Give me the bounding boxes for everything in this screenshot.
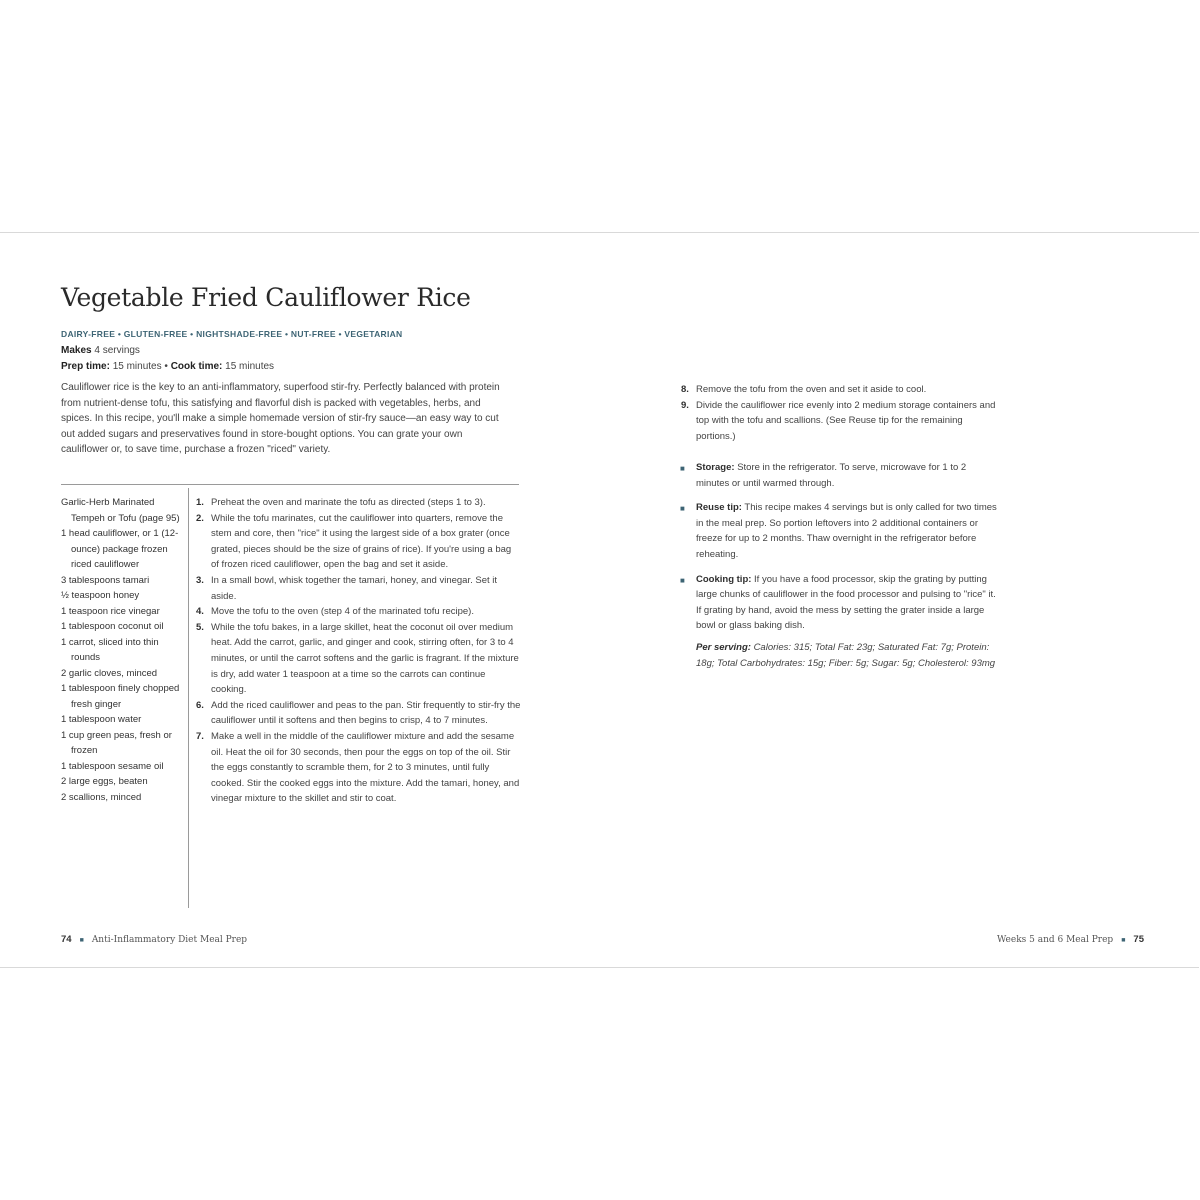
tip-label: Cooking tip: xyxy=(696,573,752,585)
square-bullet-icon: ■ xyxy=(680,504,685,514)
makes-value: 4 servings xyxy=(94,345,140,356)
square-bullet-icon: ■ xyxy=(680,464,685,473)
page-number-right: 75 xyxy=(1133,934,1144,945)
ingredient-item: Garlic-Herb Marinated Tempeh or Tofu (page 95) xyxy=(61,497,180,524)
ingredient-item: 1 tablespoon sesame oil xyxy=(61,760,164,772)
tips-list xyxy=(680,460,1002,643)
column-divider xyxy=(188,488,189,908)
step-number: 6. xyxy=(196,699,204,711)
step-number: 3. xyxy=(196,574,204,586)
step-text: While the tofu marinates, cut the cauliflower into quarters, remove the stem and core, then "rice" it using the largest side of a box grater (once grated, pieces should be the size of grains of rice). If you're using a bag of frozen riced cauliflower, open the bag and set it aside. xyxy=(211,512,512,571)
nutrition-label: Per serving: xyxy=(696,642,751,653)
step-number: 7. xyxy=(196,730,204,742)
recipe-title: Vegetable Fried Cauliflower Rice xyxy=(61,283,471,312)
time-separator: • xyxy=(164,361,168,372)
ingredient-item: 2 garlic cloves, minced xyxy=(61,667,158,679)
square-bullet-icon: ■ xyxy=(680,575,685,585)
recipe-intro: Cauliflower rice is the key to an anti-inflammatory, superfood stir-fry. Perfectly balanced with protein from nutrient-dense tofu, this satisfying and flavorful dish is packed with vegetables, herbs, and spices. In this recipe, you'll make a simple homemade version of stir-fry sauce—an easy way to cut out added sugars and preservatives found in store-bought options. You can grate your own cauliflower or, to save time, purchase a frozen "riced" variety. xyxy=(61,382,500,456)
step-number: 1. xyxy=(196,497,204,508)
prep-label: Prep time: xyxy=(61,361,110,372)
time-line xyxy=(61,361,274,372)
step-text: While the tofu bakes, in a large skillet, heat the coconut oil over medium heat. Add the carrot, garlic, and ginger and cook, stirring often, for 3 to 4 minutes, or until the carrot softens and the garlic is fragrant. If the mixture is dry, add water 1 teaspoon at a time so the carrots can continue cooking. xyxy=(211,621,519,696)
cook-label: Cook time: xyxy=(170,361,223,372)
tip-text: Store in the refrigerator. To serve, microwave for 1 to 2 minutes or until warmed through. xyxy=(696,462,967,489)
step-number: 8. xyxy=(681,384,689,395)
step-text: Preheat the oven and marinate the tofu as directed (steps 1 to 3). xyxy=(211,497,486,508)
ingredient-item: 1 teaspoon rice vinegar xyxy=(61,605,160,617)
tip-item xyxy=(680,572,1002,634)
step-item xyxy=(196,511,521,573)
ingredient-list xyxy=(61,495,181,805)
step-text: Make a well in the middle of the cauliflower mixture and add the sesame oil. Heat the oil for 30 seconds, then pour the eggs on top of the oil. Stir the eggs constantly to scramble them, for 2 to 3 minutes, until fully cooked. Stir the cooked eggs into the mixture. Add the tamari, honey, and vinegar mixture to the skillet and stir to coat. xyxy=(211,730,520,805)
step-text: Remove the tofu from the oven and set it aside to cool. xyxy=(696,384,927,395)
step-item xyxy=(196,495,521,511)
ingredient-item: 2 large eggs, beaten xyxy=(61,776,148,787)
step-text: Move the tofu to the oven (step 4 of the marinated tofu recipe). xyxy=(211,606,474,618)
ingredient-item: 1 tablespoon finely chopped fresh ginger xyxy=(61,683,180,710)
footer-left xyxy=(61,934,247,945)
page-number-left: 74 xyxy=(61,934,72,945)
tip-label: Storage: xyxy=(696,462,735,473)
step-text: Add the riced cauliflower and peas to the pan. Stir frequently to stir-fry the cauliflower until it softens and then begins to crisp, 4 to 7 minutes. xyxy=(211,699,521,727)
direction-steps-continued xyxy=(681,382,1003,444)
cook-value: 15 minutes xyxy=(225,361,275,372)
square-marker-icon: ■ xyxy=(79,937,84,944)
tip-text: If you have a food processor, skip the grating by putting large chunks of cauliflower in the food processor and pulsing to "rice" it. If grating by hand, avoid the mess by setting the grater inside a large bowl or glass baking dish. xyxy=(696,573,996,632)
prep-value: 15 minutes xyxy=(112,361,162,372)
ingredient-item: 3 tablespoons tamari xyxy=(61,574,150,586)
ingredient-item: 1 tablespoon water xyxy=(61,714,142,725)
ingredient-item: 2 scallions, minced xyxy=(61,791,142,803)
nutrition-text: Calories: 315; Total Fat: 23g; Saturated Fat: 7g; Protein: 18g; Total Carbohydrates: 15g; Fiber: 5g; Sugar: 5g; Cholesterol: 93mg xyxy=(696,642,996,669)
section-divider xyxy=(61,484,519,485)
step-number: 9. xyxy=(681,399,689,411)
square-marker-icon: ■ xyxy=(1121,937,1126,944)
step-number: 4. xyxy=(196,606,204,618)
step-item xyxy=(196,729,521,807)
ingredient-item: ½ teaspoon honey xyxy=(61,590,140,601)
tip-item xyxy=(680,500,1002,562)
step-item xyxy=(196,620,521,698)
step-item xyxy=(196,698,521,729)
step-item xyxy=(196,604,521,620)
makes-label: Makes xyxy=(61,345,92,356)
ingredient-item: 1 head cauliflower, or 1 (12-ounce) package frozen riced cauliflower xyxy=(61,528,179,570)
step-text: In a small bowl, whisk together the tamari, honey, and vinegar. Set it aside. xyxy=(211,574,498,602)
tip-label: Reuse tip: xyxy=(696,502,742,514)
step-number: 2. xyxy=(196,512,204,524)
diet-tags: DAIRY-FREE • GLUTEN-FREE • NIGHTSHADE-FREE • NUT-FREE • VEGETARIAN xyxy=(61,329,403,339)
footer-right xyxy=(997,934,1144,945)
ingredient-item: 1 tablespoon coconut oil xyxy=(61,621,164,632)
step-item xyxy=(681,382,1003,398)
direction-steps xyxy=(196,495,521,807)
running-title-right: Weeks 5 and 6 Meal Prep xyxy=(997,935,1114,945)
step-number: 5. xyxy=(196,621,204,633)
step-item xyxy=(196,573,521,604)
tip-item xyxy=(680,460,1002,491)
nutrition-info xyxy=(696,640,996,671)
running-title-left: Anti-Inflammatory Diet Meal Prep xyxy=(91,935,248,945)
tip-text: This recipe makes 4 servings but is only called for two times in the meal prep. So portion leftovers into 2 additional containers or freeze for up to 2 months. Thaw overnight in the refrigerator before reheating. xyxy=(696,502,997,560)
ingredient-item: 1 cup green peas, fresh or frozen xyxy=(61,729,172,756)
yield-line xyxy=(61,345,140,356)
step-item xyxy=(681,398,1003,445)
step-text: Divide the cauliflower rice evenly into 2 medium storage containers and top with the tofu and scallions. (See Reuse tip for the remaining portions.) xyxy=(696,399,996,442)
ingredient-item: 1 carrot, sliced into thin rounds xyxy=(61,636,159,663)
